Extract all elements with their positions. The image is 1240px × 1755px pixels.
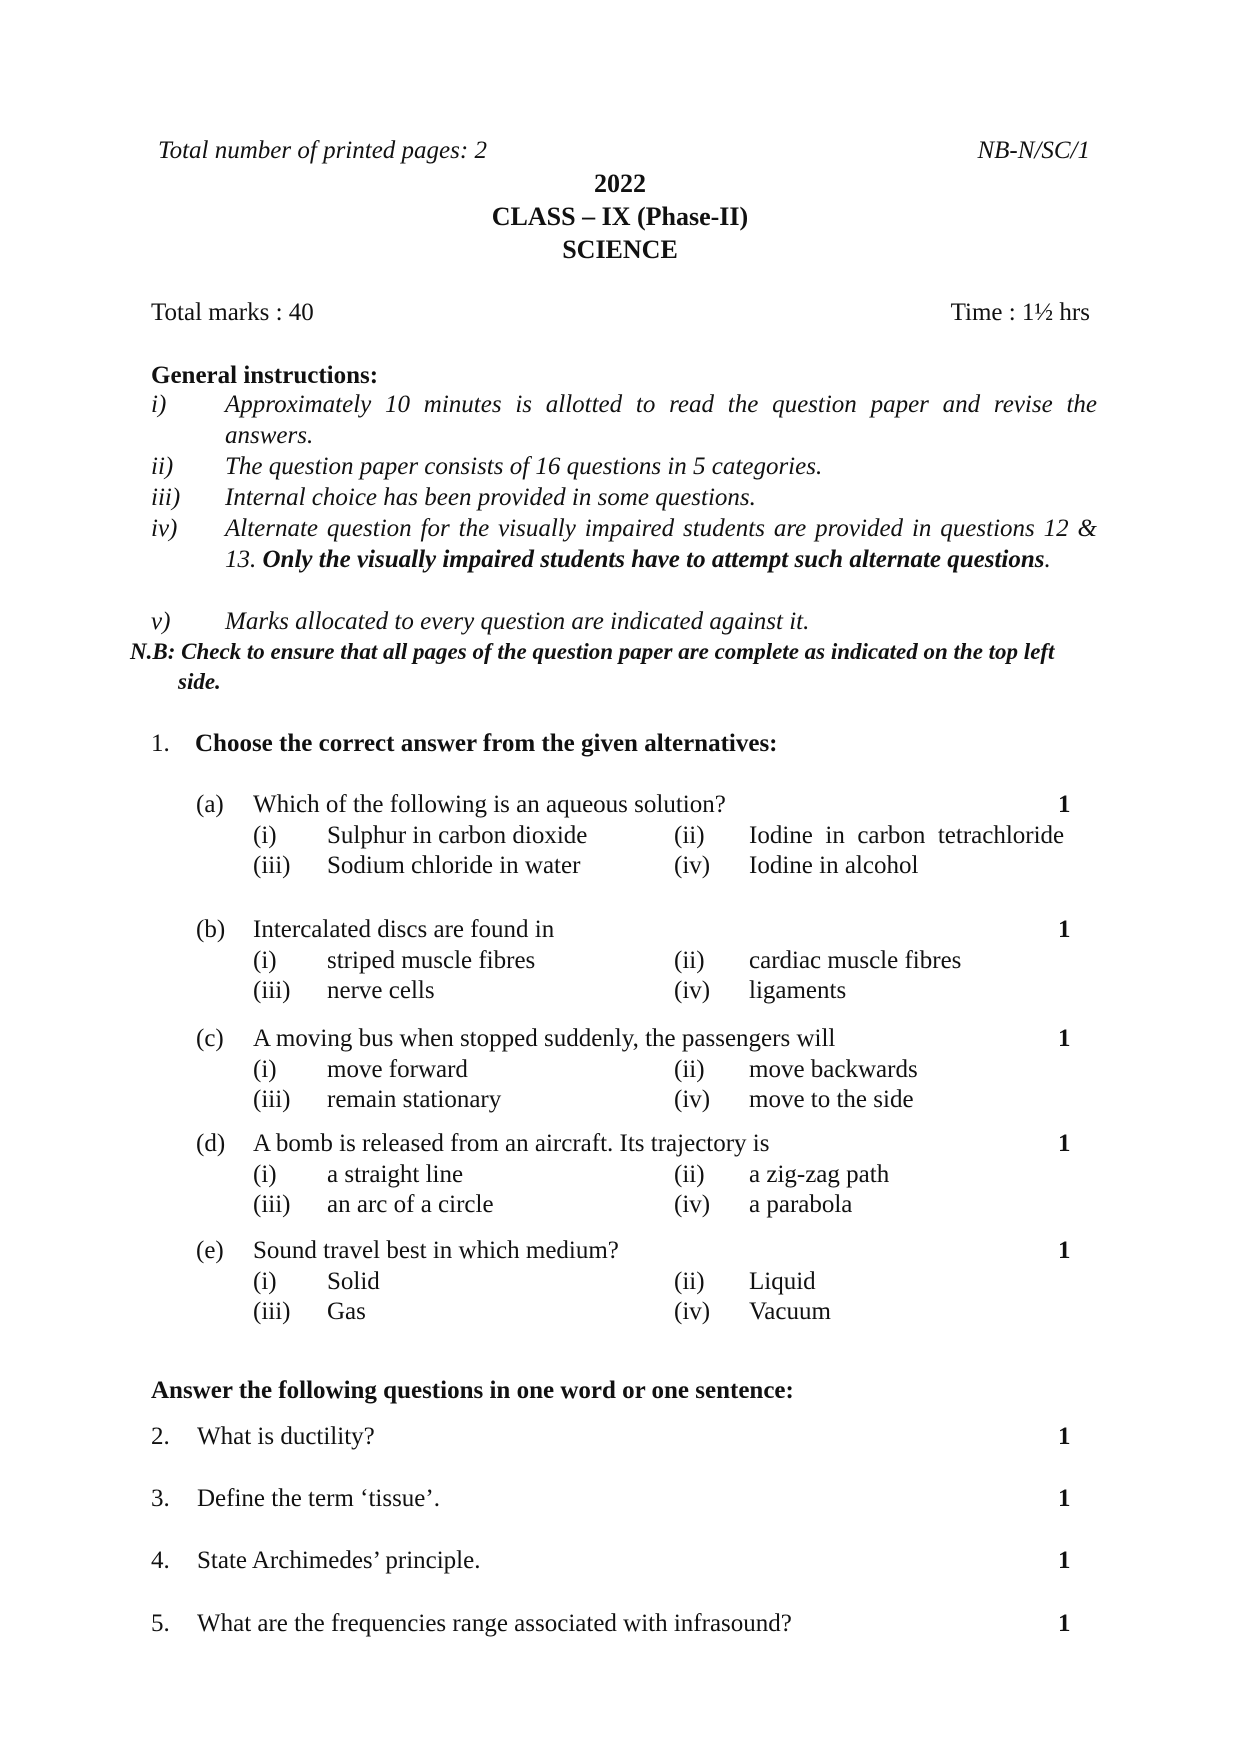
question-number: 4.: [151, 1547, 170, 1574]
total-marks: Total marks : 40: [151, 299, 314, 326]
nb-note-line: side.: [178, 669, 221, 694]
instruction-tail: .: [1044, 546, 1051, 573]
option-text: Vacuum: [749, 1298, 831, 1325]
option-text: an arc of a circle: [327, 1191, 494, 1218]
instruction-text: Approximately 10 minutes is allotted to read the question paper and revise the answers.: [225, 391, 1097, 449]
question-mark: 1: [1058, 1237, 1071, 1264]
instruction-number: v): [151, 608, 171, 635]
exam-year: 2022: [594, 169, 646, 198]
instruction-item: [151, 513, 1097, 575]
option-numeral: (iii): [253, 1298, 291, 1325]
option-numeral: (iv): [674, 1191, 711, 1218]
instruction-item: [151, 451, 1097, 482]
option-numeral: (iv): [674, 977, 711, 1004]
instruction-number: iv): [151, 515, 178, 542]
option-text: Sodium chloride in water: [327, 852, 581, 879]
option-text: a zig-zag path: [749, 1161, 890, 1188]
option-text: Liquid: [749, 1268, 816, 1295]
question-mark: 1: [1058, 1547, 1071, 1574]
instruction-number: iii): [151, 484, 181, 511]
nb-note-line: N.B: Check to ensure that all pages of the question paper are complete as indicated on the top left: [130, 639, 1055, 664]
question-letter: (e): [196, 1237, 224, 1264]
instruction-item: [151, 389, 1097, 451]
instruction-text: Alternate question for the visually impaired students are provided in questions 12 & 13.: [225, 515, 1097, 573]
instruction-number: i): [151, 391, 167, 418]
option-numeral: (iv): [674, 1298, 711, 1325]
instruction-text: Internal choice has been provided in some questions.: [225, 484, 756, 511]
exam-subject: SCIENCE: [562, 235, 678, 264]
question-mark: 1: [1058, 1130, 1071, 1157]
option-text: a parabola: [749, 1191, 853, 1218]
question-stem: A bomb is released from an aircraft. Its trajectory is: [253, 1130, 770, 1157]
question-mark: 1: [1058, 1423, 1071, 1450]
option-numeral: (i): [253, 1268, 277, 1295]
question-letter: (b): [196, 916, 226, 943]
question-number: 2.: [151, 1423, 170, 1450]
option-numeral: (iii): [253, 1191, 291, 1218]
option-text: Solid: [327, 1268, 380, 1295]
option-numeral: (ii): [674, 822, 705, 849]
title-block: [0, 167, 1240, 266]
option-numeral: (i): [253, 822, 277, 849]
option-numeral: (iii): [253, 852, 291, 879]
option-text: move to the side: [749, 1086, 914, 1113]
instruction-item: [151, 482, 1097, 513]
question-number: 5.: [151, 1610, 170, 1637]
paper-code: NB-N/SC/1: [977, 137, 1090, 164]
option-text: Sulphur in carbon dioxide: [327, 822, 588, 849]
option-text: Iodine in alcohol: [749, 852, 919, 879]
time-allowed: Time : 1½ hrs: [950, 299, 1090, 326]
option-numeral: (iii): [253, 977, 291, 1004]
instruction-item: [151, 606, 1097, 637]
option-text: Gas: [327, 1298, 366, 1325]
question-text: What is ductility?: [197, 1423, 375, 1450]
question-letter: (c): [196, 1025, 224, 1052]
option-text: Iodine in carbon tetrachloride: [749, 822, 1065, 849]
question-stem: A moving bus when stopped suddenly, the passengers will: [253, 1025, 836, 1052]
option-text: move backwards: [749, 1056, 918, 1083]
section1-heading: Choose the correct answer from the given alternatives:: [195, 730, 778, 757]
option-numeral: (iii): [253, 1086, 291, 1113]
option-numeral: (ii): [674, 947, 705, 974]
instruction-number: ii): [151, 453, 174, 480]
instructions-heading: General instructions:: [151, 362, 379, 389]
question-number: 1.: [151, 730, 170, 757]
option-numeral: (ii): [674, 1161, 705, 1188]
option-numeral: (i): [253, 947, 277, 974]
instruction-text: The question paper consists of 16 questions in 5 categories.: [225, 453, 823, 480]
section2-heading: Answer the following questions in one word or one sentence:: [151, 1377, 794, 1404]
option-text: nerve cells: [327, 977, 435, 1004]
option-text: cardiac muscle fibres: [749, 947, 962, 974]
option-text: a straight line: [327, 1161, 464, 1188]
option-numeral: (ii): [674, 1056, 705, 1083]
question-mark: 1: [1058, 791, 1071, 818]
question-mark: 1: [1058, 1025, 1071, 1052]
question-stem: Which of the following is an aqueous solution?: [253, 791, 726, 818]
option-text: striped muscle fibres: [327, 947, 536, 974]
option-numeral: (i): [253, 1161, 277, 1188]
question-text: State Archimedes’ principle.: [197, 1547, 481, 1574]
option-numeral: (iv): [674, 1086, 711, 1113]
option-text: remain stationary: [327, 1086, 502, 1113]
instruction-text: Marks allocated to every question are indicated against it.: [225, 608, 810, 635]
question-stem: Intercalated discs are found in: [253, 916, 555, 943]
question-text: Define the term ‘tissue’.: [197, 1485, 440, 1512]
option-text: move forward: [327, 1056, 468, 1083]
exam-class: CLASS – IX (Phase-II): [491, 202, 749, 231]
option-text: ligaments: [749, 977, 847, 1004]
question-mark: 1: [1058, 1485, 1071, 1512]
printed-pages-note: Total number of printed pages: 2: [158, 137, 487, 164]
question-letter: (a): [196, 791, 224, 818]
instruction-emphasis: Only the visually impaired students have to attempt such alternate questions: [262, 546, 1045, 573]
option-numeral: (i): [253, 1056, 277, 1083]
question-text: What are the frequencies range associated with infrasound?: [197, 1610, 792, 1637]
question-mark: 1: [1058, 1610, 1071, 1637]
question-number: 3.: [151, 1485, 170, 1512]
option-numeral: (ii): [674, 1268, 705, 1295]
nb-note: [130, 637, 1130, 697]
question-letter: (d): [196, 1130, 226, 1157]
option-numeral: (iv): [674, 852, 711, 879]
question-stem: Sound travel best in which medium?: [253, 1237, 619, 1264]
instruction-text-with-emphasis: [225, 513, 1097, 575]
question-mark: 1: [1058, 916, 1071, 943]
